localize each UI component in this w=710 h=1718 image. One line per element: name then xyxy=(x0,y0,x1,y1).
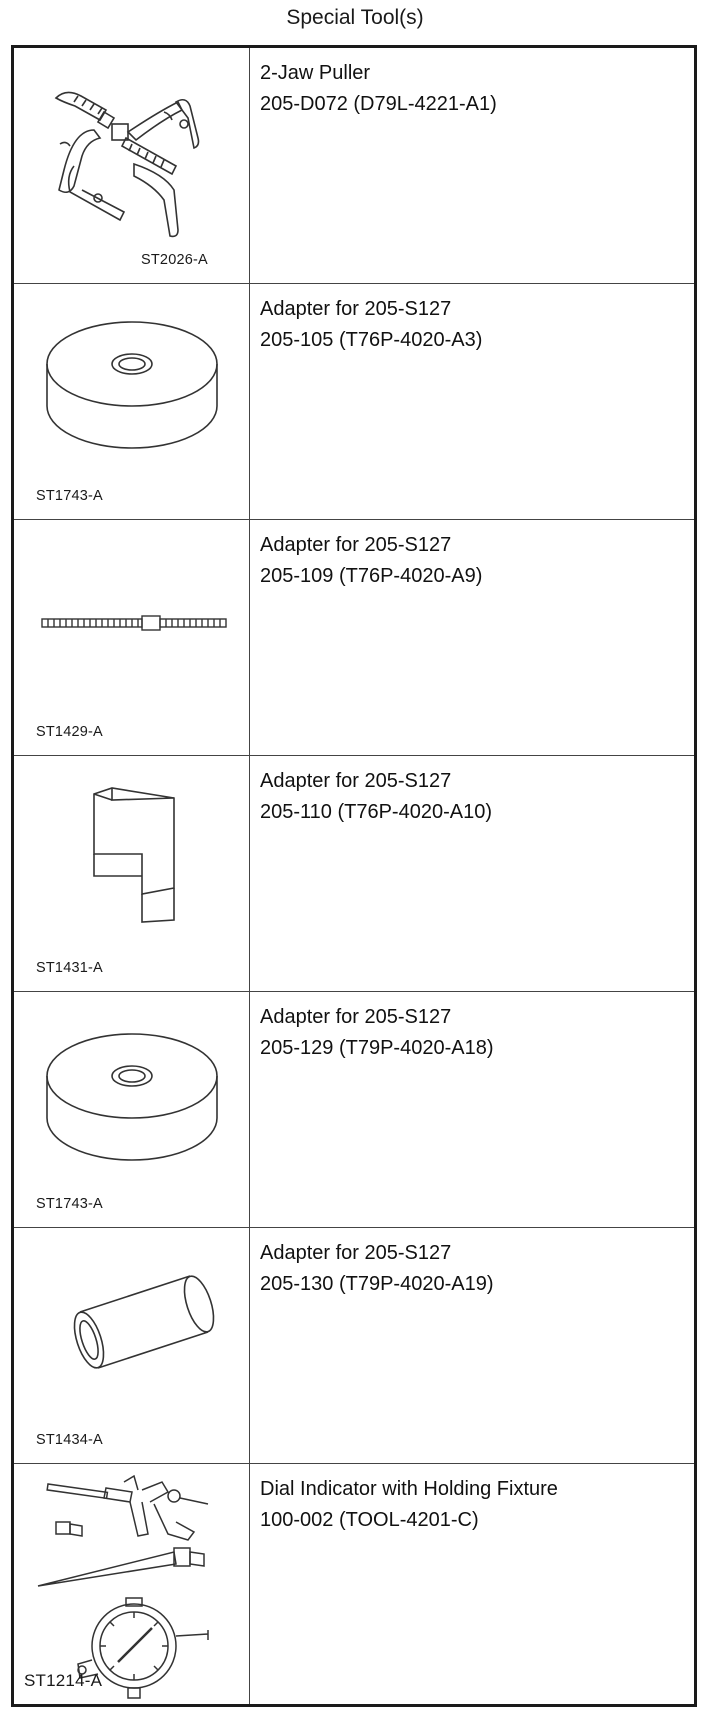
tool-number: 205-D072 (D79L-4221-A1) xyxy=(260,93,497,115)
tool-number: 205-110 (T76P-4020-A10) xyxy=(260,801,492,823)
table-row xyxy=(14,755,694,991)
tool-name: Adapter for 205-S127 xyxy=(260,298,452,320)
dial-indicator-icon xyxy=(14,1464,250,1705)
tool-code-label: ST1434-A xyxy=(36,1432,103,1448)
tool-code-label: ST1743-A xyxy=(36,488,103,504)
tool-image-cell xyxy=(14,756,250,991)
disc-adapter-icon xyxy=(14,992,250,1228)
tool-code-label: ST1431-A xyxy=(36,960,103,976)
step-block-icon xyxy=(14,756,250,992)
table-row xyxy=(14,991,694,1227)
tool-code-label: ST1743-A xyxy=(36,1196,103,1212)
tool-name: Dial Indicator with Holding Fixture xyxy=(260,1478,558,1500)
table-row xyxy=(14,283,694,519)
tool-image-cell xyxy=(14,284,250,519)
tool-name: 2-Jaw Puller xyxy=(260,62,371,84)
tube-adapter-icon xyxy=(14,1228,250,1464)
table-row xyxy=(14,48,694,283)
tool-image-cell xyxy=(14,1464,250,1704)
page-title: Special Tool(s) xyxy=(286,6,424,29)
special-tools-table xyxy=(11,45,697,1707)
tool-number: 100-002 (TOOL-4201-C) xyxy=(260,1509,479,1531)
tool-code-label: ST1429-A xyxy=(36,724,103,740)
tool-image-cell xyxy=(14,520,250,755)
two-jaw-puller-icon xyxy=(14,48,250,283)
table-row xyxy=(14,1227,694,1463)
tool-number: 205-130 (T79P-4020-A19) xyxy=(260,1273,494,1295)
tool-name: Adapter for 205-S127 xyxy=(260,534,452,556)
tool-image-cell xyxy=(14,1228,250,1463)
tool-name: Adapter for 205-S127 xyxy=(260,1006,452,1028)
tool-code-label: ST1214-A xyxy=(24,1671,103,1690)
tool-name: Adapter for 205-S127 xyxy=(260,1242,452,1264)
tool-number: 205-109 (T76P-4020-A9) xyxy=(260,565,483,587)
tool-number: 205-129 (T79P-4020-A18) xyxy=(260,1037,494,1059)
disc-adapter-icon xyxy=(14,284,250,520)
tool-code-label: ST2026-A xyxy=(141,252,208,268)
tool-image-cell xyxy=(14,48,250,283)
threaded-rod-icon xyxy=(14,520,250,756)
tool-number: 205-105 (T76P-4020-A3) xyxy=(260,329,483,351)
table-row xyxy=(14,1463,694,1704)
tool-image-cell xyxy=(14,992,250,1227)
tool-name: Adapter for 205-S127 xyxy=(260,770,452,792)
table-row xyxy=(14,519,694,755)
